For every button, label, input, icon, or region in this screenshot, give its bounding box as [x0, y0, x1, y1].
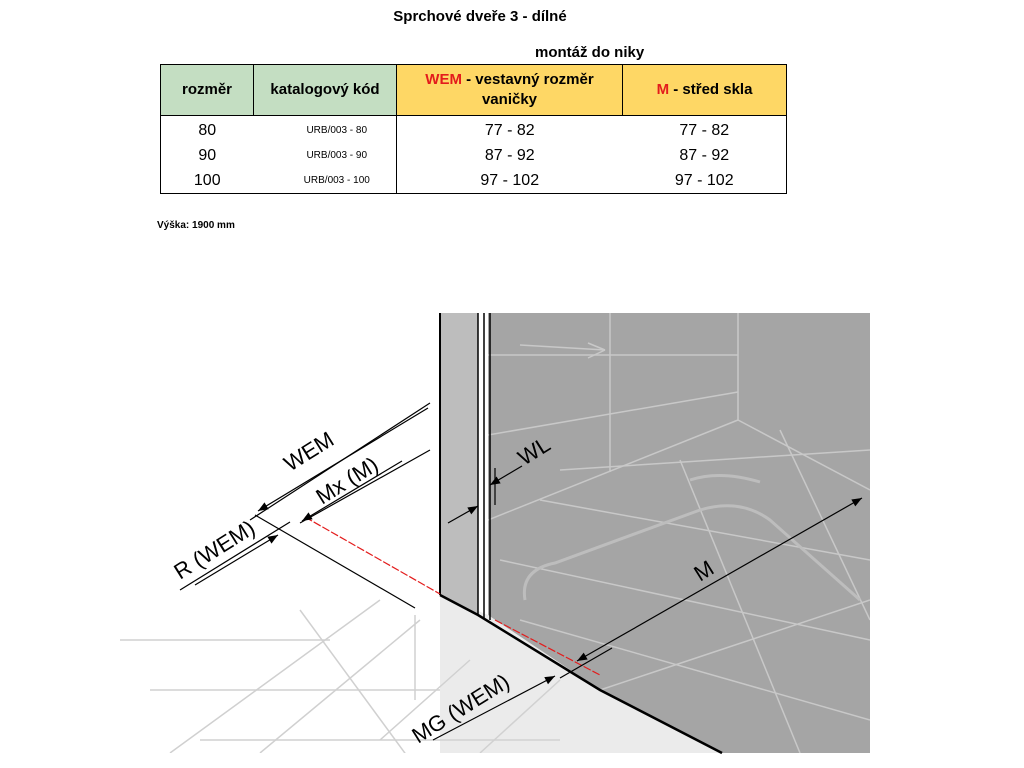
header-size: rozměr [161, 65, 254, 116]
cell-wem: 87 - 92 [397, 143, 623, 168]
mounting-subtitle: montáž do niky [535, 44, 645, 61]
cell-code: URB/003 - 80 [306, 125, 368, 136]
cell-size: 100 [161, 168, 254, 194]
label-wl: WL [513, 431, 555, 471]
label-mx: Mx (M) [311, 451, 383, 510]
header-wem-text: - vestavný rozměr vaničky [461, 71, 594, 108]
cell-wem: 97 - 102 [397, 168, 623, 194]
cell-size: 80 [161, 116, 254, 144]
document-title: Sprchové dveře 3 - dílné [393, 8, 567, 25]
label-r-wem: R (WEM) [169, 515, 260, 585]
cell-wem: 77 - 82 [397, 116, 623, 144]
cell-code: URB/003 - 100 [254, 168, 397, 194]
cell-size: 90 [161, 143, 254, 168]
header-wem-prefix: WEM [425, 71, 462, 88]
label-mg-wem: MG (WEM) [407, 668, 514, 749]
header-m-prefix: M [656, 81, 670, 98]
cell-m: 97 - 102 [623, 168, 787, 194]
cell-m: 77 - 82 [623, 116, 787, 144]
cell-code: URB/003 - 90 [306, 150, 368, 161]
cell-m: 87 - 92 [623, 143, 787, 168]
header-code: katalogový kód [254, 65, 397, 116]
height-note: Výška: 1900 mm [157, 220, 235, 231]
label-wem: WEM [279, 426, 339, 477]
label-m: M [689, 555, 719, 587]
header-m-text: - střed skla [669, 81, 753, 98]
